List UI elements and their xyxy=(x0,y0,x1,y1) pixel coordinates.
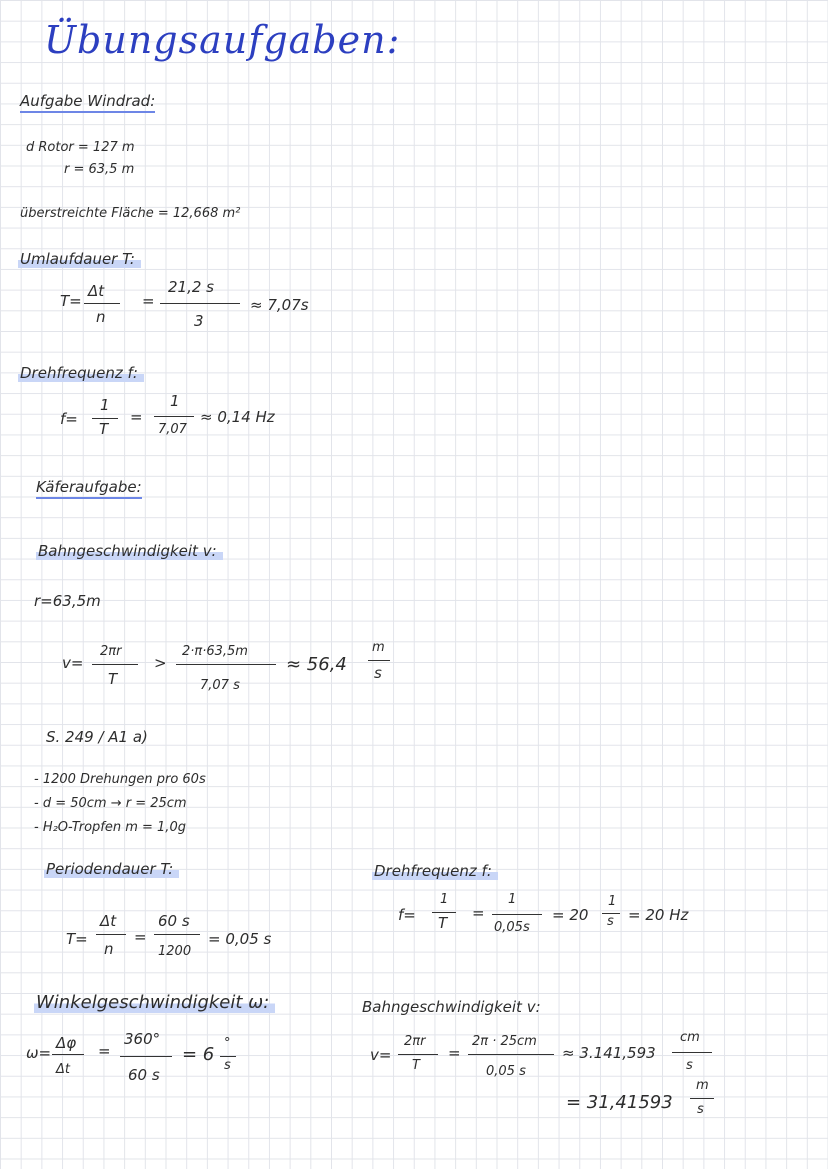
umlauf-frac2-bar xyxy=(160,303,240,304)
periode-frac1-den: n xyxy=(104,940,114,958)
bahn1-unit-num: m xyxy=(372,640,385,655)
umlauf-frac1-num: Δt xyxy=(88,282,105,300)
bahn1-result: ≈ 56,4 xyxy=(286,654,347,675)
bahn2-frac2-num: 2π · 25cm xyxy=(472,1034,537,1049)
bahn1-eq: > xyxy=(154,654,167,672)
bahn2-unit1-den: s xyxy=(686,1058,693,1073)
bahn2-unit1-num: cm xyxy=(680,1030,700,1045)
winkel-frac2-num: 360° xyxy=(124,1030,161,1048)
bahn1-frac2-bar xyxy=(176,664,276,665)
periode-heading: Periodendauer T: xyxy=(44,860,179,878)
dreh1-lhs: f= xyxy=(60,410,78,428)
bahn2-frac1-bar xyxy=(398,1054,438,1055)
winkel-frac3-num: ° xyxy=(224,1036,231,1051)
bahn1-frac2-den: 7,07 s xyxy=(200,678,240,693)
task-reference: S. 249 / A1 a) xyxy=(46,728,148,746)
bahn2-unit2-bar xyxy=(690,1098,714,1099)
dreh2-lhs: f= xyxy=(398,906,416,924)
winkel-frac1-bar xyxy=(52,1054,84,1055)
dreh2-frac1-bar xyxy=(432,912,456,913)
kaefer-heading: Käferaufgabe: xyxy=(36,478,142,499)
task-item: - 1200 Drehungen pro 60s xyxy=(34,772,206,787)
winkel-eq: = xyxy=(98,1042,111,1060)
bahn2-heading: Bahngeschwindigkeit v: xyxy=(362,998,541,1016)
periode-lhs: T= xyxy=(66,930,88,948)
winkel-frac1-den: Δt xyxy=(56,1062,70,1077)
winkel-lhs: ω= xyxy=(26,1044,52,1062)
winkel-frac2-den: 60 s xyxy=(128,1066,160,1084)
bahn1-frac1-num: 2πr xyxy=(100,644,122,659)
dreh2-frac2-bar xyxy=(492,914,542,915)
periode-result: = 0,05 s xyxy=(208,930,272,948)
umlauf-frac2-num: 21,2 s xyxy=(168,278,214,296)
bahn1-frac1-bar xyxy=(92,664,138,665)
dreh2-frac2-den: 0,05s xyxy=(494,920,530,935)
dreh1-frac2-den: 7,07 xyxy=(158,422,187,437)
bahn2-unit2-den: s xyxy=(697,1102,704,1117)
bahn1-unit-den: s xyxy=(374,664,382,682)
umlauf-result: ≈ 7,07s xyxy=(250,296,309,314)
dreh2-heading: Drehfrequenz f: xyxy=(372,862,498,880)
dreh2-frac1-num: 1 xyxy=(440,892,449,907)
bahn1-lhs: v= xyxy=(62,654,84,672)
dreh1-frac1-bar xyxy=(92,418,118,419)
umlauf-heading: Umlaufdauer T: xyxy=(18,250,141,268)
dreh1-frac1-den: T xyxy=(99,420,109,438)
bahn1-heading: Bahngeschwindigkeit v: xyxy=(36,542,223,560)
task-item: - d = 50cm → r = 25cm xyxy=(34,796,187,811)
umlauf-lhs: T= xyxy=(60,292,82,310)
winkel-heading: Winkelgeschwindigkeit ω: xyxy=(34,992,275,1013)
page-title: Übungsaufgaben: xyxy=(44,18,401,62)
dreh1-frac2-bar xyxy=(154,416,194,417)
bahn2-unit2-num: m xyxy=(696,1078,709,1093)
umlauf-frac2-den: 3 xyxy=(194,312,204,330)
bahn2-lhs: v= xyxy=(370,1046,392,1064)
bahn2-frac1-den: T xyxy=(412,1058,420,1073)
bahn1-frac2-num: 2·π·63,5m xyxy=(182,644,248,659)
bahn2-frac2-den: 0,05 s xyxy=(486,1064,526,1079)
bahn1-unit-bar xyxy=(368,660,390,661)
periode-frac2-bar xyxy=(154,934,200,935)
dreh1-frac1-num: 1 xyxy=(100,396,110,414)
bahn2-result-cm: ≈ 3.141,593 xyxy=(562,1044,656,1062)
bahn2-frac1-num: 2πr xyxy=(404,1034,426,1049)
dreh1-frac2-num: 1 xyxy=(170,392,180,410)
windrad-radius: r = 63,5 m xyxy=(64,162,135,177)
bahn2-eq: = xyxy=(448,1044,461,1062)
umlauf-eq: = xyxy=(142,292,155,310)
dreh2-result: = 20 Hz xyxy=(628,906,689,924)
periode-frac2-num: 60 s xyxy=(158,912,190,930)
dreh1-eq: = xyxy=(130,408,143,426)
winkel-mid: = 6 xyxy=(182,1044,215,1065)
windrad-heading: Aufgabe Windrad: xyxy=(20,92,155,113)
periode-eq: = xyxy=(134,928,147,946)
dreh2-frac3-den: s xyxy=(607,914,614,929)
umlauf-frac1-bar xyxy=(84,303,120,304)
bahn2-frac2-bar xyxy=(468,1054,554,1055)
dreh1-result: ≈ 0,14 Hz xyxy=(200,408,275,426)
periode-frac1-num: Δt xyxy=(100,912,117,930)
bahn2-result-m: = 31,41593 xyxy=(566,1092,673,1113)
winkel-frac3-den: s xyxy=(224,1058,231,1073)
periode-frac2-den: 1200 xyxy=(158,944,192,959)
dreh2-frac2-num: 1 xyxy=(508,892,517,907)
dreh1-heading: Drehfrequenz f: xyxy=(18,364,144,382)
umlauf-frac1-den: n xyxy=(96,308,106,326)
windrad-d-rotor: d Rotor = 127 m xyxy=(26,140,135,155)
dreh2-mid: = 20 xyxy=(552,906,589,924)
winkel-frac1-num: Δφ xyxy=(56,1034,77,1052)
task-item: - H₂O-Tropfen m = 1,0g xyxy=(34,820,186,835)
bahn1-frac1-den: T xyxy=(108,670,118,688)
winkel-frac2-bar xyxy=(120,1056,172,1057)
periode-frac1-bar xyxy=(96,934,126,935)
bahn1-radius: r=63,5m xyxy=(34,592,101,610)
dreh2-eq: = xyxy=(472,904,485,922)
winkel-frac3-bar xyxy=(220,1056,236,1057)
dreh2-frac3-num: 1 xyxy=(608,894,617,909)
windrad-flaeche: überstreichte Fläche = 12,668 m² xyxy=(20,206,241,221)
bahn2-unit1-bar xyxy=(672,1052,712,1053)
dreh2-frac1-den: T xyxy=(438,914,448,932)
